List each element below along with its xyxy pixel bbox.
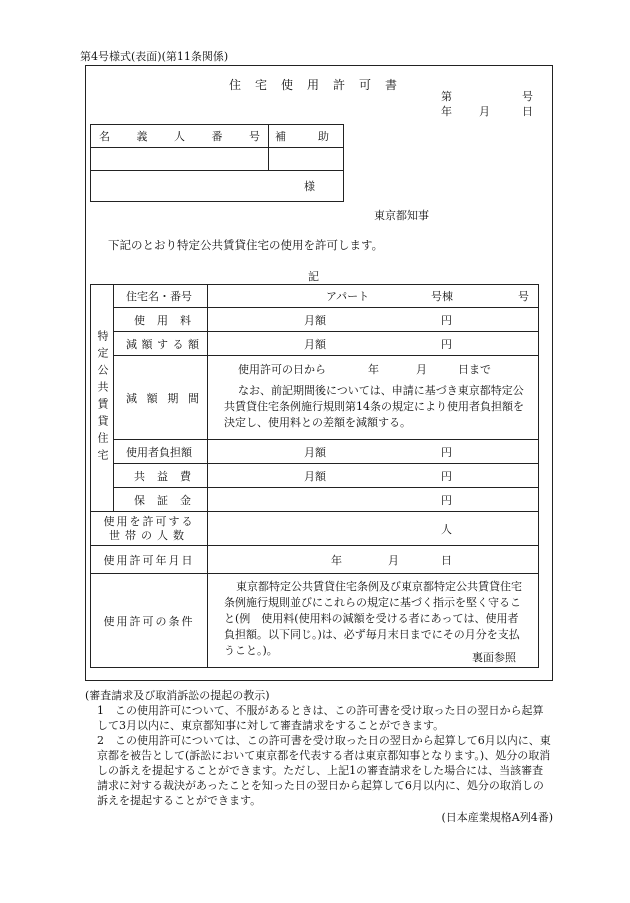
- yen-text: 円: [441, 445, 452, 459]
- issuer: 東京都知事: [374, 209, 429, 222]
- monthly-text: 月額: [304, 313, 326, 327]
- period-year: 年: [368, 362, 379, 376]
- label-char: す: [157, 337, 168, 351]
- side-label: 特定公共賃貸住宅: [96, 330, 109, 466]
- housing-value[interactable]: [208, 285, 539, 308]
- deposit-value[interactable]: [208, 488, 539, 512]
- bldg-text: 号棟: [431, 290, 453, 303]
- common-value[interactable]: [208, 464, 539, 488]
- fee-label: [114, 308, 208, 332]
- label-char: 金: [180, 493, 191, 507]
- name-header: [91, 125, 269, 148]
- aux-cell[interactable]: [269, 148, 344, 171]
- period-label: [114, 356, 208, 440]
- label-char: 額: [188, 337, 199, 351]
- label-char: 使: [134, 313, 145, 327]
- household-value[interactable]: [208, 512, 539, 546]
- number-prefix: 第: [441, 90, 452, 103]
- header-char: 番: [211, 130, 223, 143]
- permit-date-label-text: 使用許可年月日: [103, 553, 195, 567]
- unit-text: 人: [441, 522, 452, 536]
- header-char: 補: [275, 130, 286, 143]
- date-year: 年: [441, 105, 452, 118]
- document-title: 住宅使用許可書: [228, 78, 411, 92]
- notice-item-2: 2 この使用許可については、この許可書を受け取った日の翌日から起算して6月以内に、東京都を被告として(訴訟において東京都を代表する者は東京都知事となります。)、処分の取消しの訴えを提起することができます。ただし、上記1の審査請求をした場合には、当該審査請求に対する裁決があったことを知った日の翌日から起算して6月以内に、処分の取消しの訴えを提起することができます。: [97, 734, 551, 807]
- period-note: なお、前記期間後については、申請に基づき東京都特定公共賃貸住宅条例施行規則第14条の規定により使用者負担額を決定し、使用料との差額を減額する。: [224, 383, 524, 429]
- date-month: 月: [479, 105, 490, 118]
- label-text: 住宅名・番号: [126, 290, 192, 303]
- yen-text: 円: [441, 469, 452, 483]
- label-char: 額: [141, 337, 153, 351]
- conditions-value: [208, 574, 539, 668]
- recipient-cell[interactable]: [91, 171, 344, 202]
- household-label-line2: 世帯の人数: [109, 528, 189, 542]
- form-label: 第4号様式(表面)(第11条関係): [80, 50, 229, 63]
- permit-form: [85, 65, 553, 681]
- header-char: 名: [99, 130, 110, 143]
- conditions-label: [91, 574, 208, 668]
- date-day: 日: [522, 105, 533, 118]
- header-char: 義: [136, 130, 148, 143]
- header-char: 助: [318, 130, 329, 143]
- reduction-value[interactable]: [208, 332, 539, 356]
- label-char: る: [172, 337, 184, 351]
- ki-label: 記: [308, 270, 319, 283]
- conditions-text: 東京都特定公共賃貸住宅条例及び東京都特定公共賃貸住宅条例施行規則並びにこれらの規定に基づく指示を堅く守ること(例 使用料(使用料の減額を受ける者にあっては、使用者負担額。以下同じ。)は、必ず毎月末日までにその月分を支払うこと。)。: [224, 579, 522, 657]
- header-char: 号: [249, 130, 260, 143]
- period-month: 月: [416, 362, 427, 376]
- burden-value[interactable]: [208, 440, 539, 464]
- label-char: 間: [187, 391, 199, 405]
- label-char: 証: [157, 493, 168, 507]
- back-reference: 裏面参照: [472, 650, 516, 664]
- reduction-label: [114, 332, 208, 356]
- yen-text: 円: [441, 493, 452, 507]
- conditions-label-text: 使用許可の条件: [103, 614, 195, 628]
- monthly-text: 月額: [304, 469, 326, 483]
- period-value[interactable]: [208, 356, 539, 440]
- name-table: [90, 124, 344, 202]
- permit-date-value[interactable]: [208, 546, 539, 574]
- burden-label: [114, 440, 208, 464]
- permit-year: 年: [331, 553, 342, 567]
- paper-size-note: (日本産業規格A列4番): [441, 811, 553, 824]
- name-number-cell[interactable]: [91, 148, 269, 171]
- label-char: 額: [146, 391, 158, 405]
- label-char: 用: [157, 313, 168, 327]
- housing-label: [114, 285, 208, 308]
- label-char: 益: [157, 469, 168, 483]
- appeal-notice: [85, 688, 553, 825]
- label-char: 共: [134, 469, 145, 483]
- header-char: 人: [174, 130, 185, 143]
- honorific: 様: [304, 180, 315, 193]
- yen-text: 円: [441, 337, 452, 351]
- notice-heading: (審査請求及び取消訴訟の提起の教示): [85, 689, 270, 702]
- label-char: 保: [134, 493, 145, 507]
- common-label: [114, 464, 208, 488]
- permit-date-label: [91, 546, 208, 574]
- label-char: 減: [126, 391, 137, 405]
- fee-value[interactable]: [208, 308, 539, 332]
- label-char: 料: [180, 313, 191, 327]
- deposit-label: [114, 488, 208, 512]
- household-label-line1: 使用を許可する: [103, 514, 195, 528]
- side-label-cell: [91, 285, 114, 512]
- permit-month: 月: [388, 553, 399, 567]
- details-table: [90, 284, 539, 668]
- label-char: 費: [180, 469, 191, 483]
- aux-header: [269, 125, 344, 148]
- period-start-text: 使用許可の日から: [238, 362, 326, 376]
- intro-text: 下記のとおり特定公共賃貸住宅の使用を許可します。: [108, 238, 384, 252]
- monthly-text: 月額: [304, 445, 326, 459]
- label-char: 期: [167, 391, 179, 405]
- yen-text: 円: [441, 313, 452, 327]
- apart-text: アパート: [326, 290, 370, 303]
- label-text: 使用者負担額: [126, 445, 192, 459]
- monthly-text: 月額: [304, 337, 326, 351]
- period-day: 日まで: [458, 362, 491, 376]
- permit-day: 日: [441, 553, 452, 567]
- number-suffix: 号: [522, 90, 533, 103]
- num-text: 号: [518, 290, 529, 303]
- label-char: 減: [126, 337, 137, 351]
- household-label: [91, 512, 208, 546]
- notice-item-1: 1 この使用許可について、不服があるときは、この許可書を受け取った日の翌日から起算して3月以内に、東京都知事に対して審査請求をすることができます。: [97, 704, 544, 732]
